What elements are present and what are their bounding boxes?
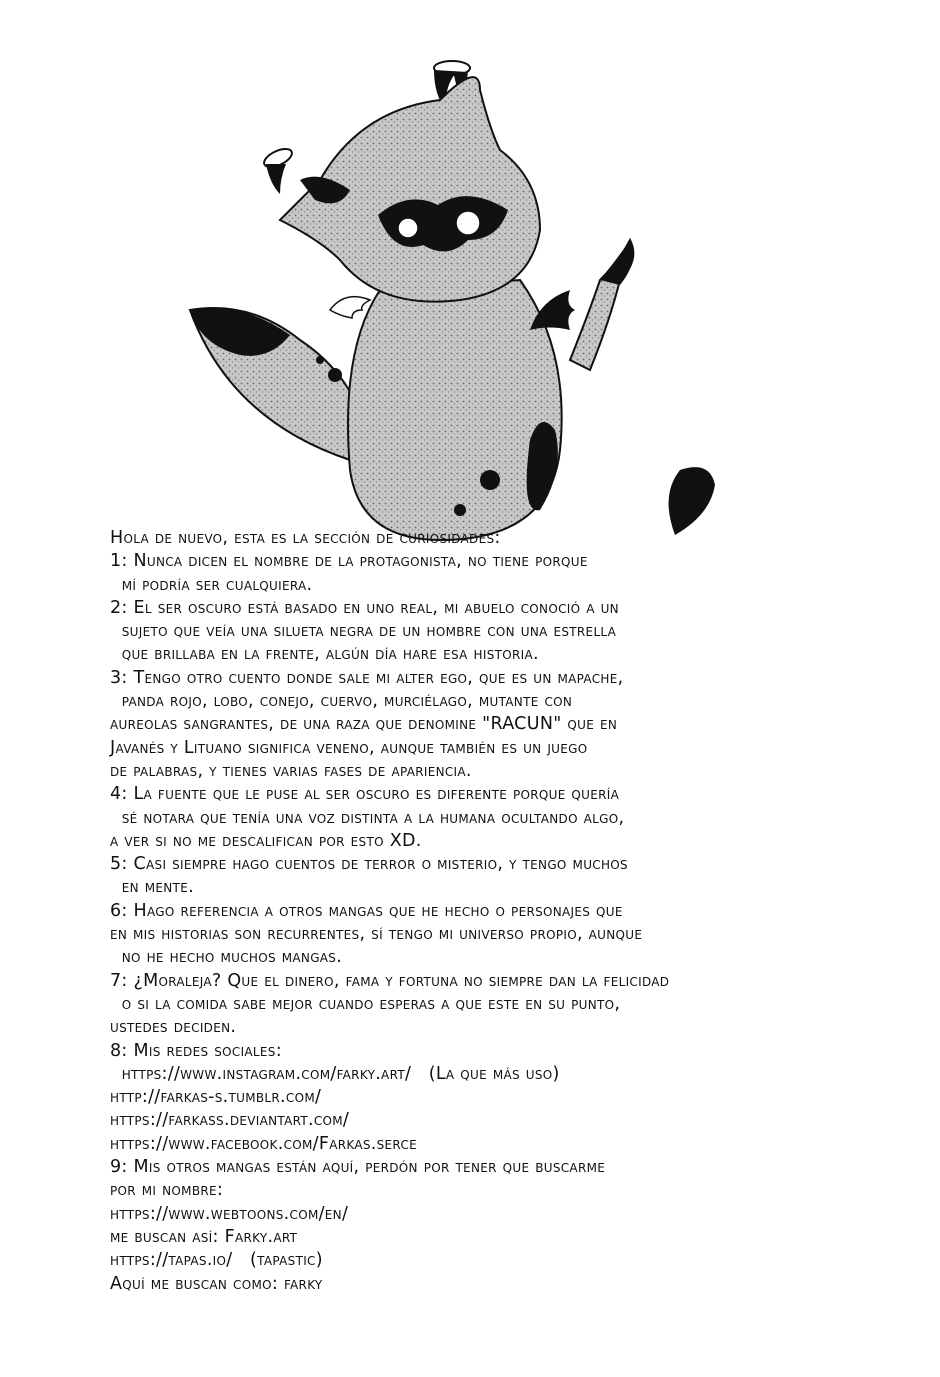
link-instagram[interactable]: https://www.instagram.com/farky.art/ (La que más uso) [110, 1063, 560, 1084]
text-line: 3: Tengo otro cuento donde sale mi alter ego, que es un mapache, [110, 667, 624, 688]
text-line: 6: Hago referencia a otros mangas que he hecho o personajes que [110, 900, 623, 921]
text-line: panda rojo, lobo, conejo, cuervo, murciélago, mutante con [110, 691, 573, 712]
text-line: 9: Mis otros mangas están aquí, perdón por tener que buscarme [110, 1157, 606, 1178]
text-line: o si la comida sabe mejor cuando esperas a que este en su punto, [110, 993, 621, 1014]
text-line: en mente. [110, 877, 194, 898]
text-line: aureolas sangrantes, de una raza que denomine "RACUN" que en [110, 714, 618, 735]
curiosities-text [110, 527, 890, 1296]
text-line: no he hecho muchos mangas. [110, 947, 343, 968]
text-line: sé notara que tenía una voz distinta a la humana ocultando algo, [110, 807, 625, 828]
right-eye [456, 211, 480, 235]
link-webtoons[interactable]: https://www.webtoons.com/en/ [110, 1203, 349, 1224]
text-line: por mi nombre: [110, 1180, 224, 1201]
text-line: me buscan así: Farky.art [110, 1226, 298, 1247]
paw-right [669, 467, 715, 535]
text-line: de palabras, y tienes varias fases de apariencia. [110, 760, 472, 781]
text-line: sujeto que veía una silueta negra de un hombre con una estrella [110, 621, 617, 642]
link-tapas[interactable]: https://tapas.io/ (tapastic) [110, 1250, 323, 1271]
angel-wing-icon [330, 297, 370, 318]
text-line: 8: Mis redes sociales: [110, 1040, 282, 1061]
text-line: 1: Nunca dicen el nombre de la protagonista, no tiene porque [110, 551, 588, 572]
link-deviantart[interactable]: https://farkass.deviantart.com/ [110, 1110, 350, 1131]
text-line: 5: Casi siempre hago cuentos de terror o misterio, y tengo muchos [110, 854, 628, 875]
text-line: 2: El ser oscuro está basado en uno real, mi abuelo conoció a un [110, 597, 619, 618]
link-facebook[interactable]: https://www.facebook.com/Farkas.serce [110, 1133, 418, 1154]
text-line: en mis historias son recurrentes, sí tengo mi universo propio, aunque [110, 924, 643, 945]
text-line: ustedes deciden. [110, 1017, 237, 1038]
link-tumblr[interactable]: http://farkas-s.tumblr.com/ [110, 1087, 322, 1108]
text-line: que brillaba en la frente, algún día hare esa historia. [110, 644, 539, 665]
text-line: a ver si no me descalifican por esto XD. [110, 830, 422, 851]
left-eye [398, 218, 418, 238]
text-line: Hola de nuevo, esta es la sección de curiosidades: [110, 528, 501, 548]
text-line: Aquí me buscan como: farky [110, 1273, 323, 1294]
text-line: mí podría ser cualquiera. [110, 574, 313, 595]
text-line: 7: ¿Moraleja? Que el dinero, fama y fortuna no siempre dan la felicidad [110, 970, 670, 991]
raccoon-creature-illustration [150, 40, 770, 560]
text-line: Javanés y Lituano significa veneno, aunque también es un juego [110, 737, 588, 758]
text-line: 4: La fuente que le puse al ser oscuro es diferente porque quería [110, 784, 620, 805]
